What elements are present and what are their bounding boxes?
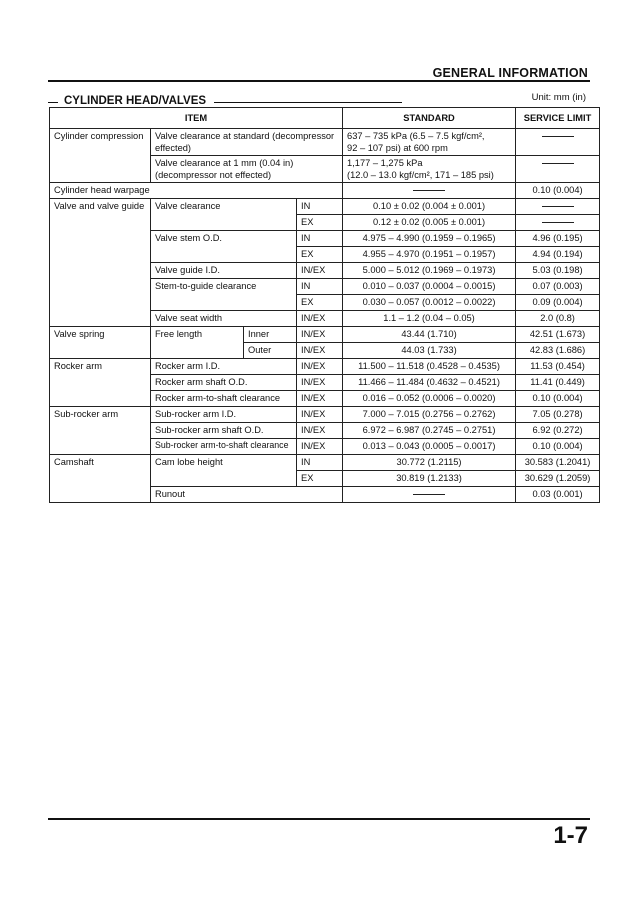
side-cell: IN/EX — [297, 343, 343, 359]
header-rule — [48, 80, 590, 82]
standard-cell: 0.016 – 0.052 (0.0006 – 0.0020) — [343, 391, 516, 407]
side-cell: IN — [297, 279, 343, 295]
item-cell: Free length — [151, 327, 244, 359]
side-cell: IN/EX — [297, 391, 343, 407]
unit-note: Unit: mm (in) — [531, 92, 586, 103]
standard-cell: 0.12 ± 0.02 (0.005 ± 0.001) — [343, 215, 516, 231]
standard-line: (12.0 – 13.0 kgf/cm², 171 – 185 psi) — [347, 170, 494, 180]
limit-cell: 0.09 (0.004) — [516, 295, 600, 311]
side-cell: EX — [297, 295, 343, 311]
item-cell: Rocker arm-to-shaft clearance — [151, 391, 297, 407]
item-cell: Stem-to-guide clearance — [151, 279, 297, 311]
table-row — [50, 199, 600, 215]
column-service-limit: SERVICE LIMIT — [516, 108, 600, 129]
side-cell: IN/EX — [297, 311, 343, 327]
limit-cell: 42.51 (1.673) — [516, 327, 600, 343]
side-cell: IN/EX — [297, 263, 343, 279]
item-cell: Valve stem O.D. — [151, 231, 297, 263]
item-cell: Rocker arm I.D. — [151, 359, 297, 375]
table-row — [50, 183, 600, 199]
column-item: ITEM — [50, 108, 343, 129]
group-label: Cylinder compression — [50, 129, 151, 183]
limit-cell: 2.0 (0.8) — [516, 311, 600, 327]
item-cell: Rocker arm shaft O.D. — [151, 375, 297, 391]
item-cell: Runout — [151, 487, 343, 503]
item-cell: Sub-rocker arm-to-shaft clearance — [151, 439, 297, 455]
limit-cell: 5.03 (0.198) — [516, 263, 600, 279]
standard-cell: 1.1 – 1.2 (0.04 – 0.05) — [343, 311, 516, 327]
standard-line: 637 – 735 kPa (6.5 – 7.5 kgf/cm², — [347, 131, 485, 141]
standard-cell — [343, 487, 516, 503]
standard-cell: 0.10 ± 0.02 (0.004 ± 0.001) — [343, 199, 516, 215]
item-cell: Cylinder head warpage — [50, 183, 343, 199]
standard-cell: 30.819 (1.2133) — [343, 471, 516, 487]
item-cell: Valve guide I.D. — [151, 263, 297, 279]
column-standard: STANDARD — [343, 108, 516, 129]
limit-cell: 0.07 (0.003) — [516, 279, 600, 295]
standard-cell — [343, 129, 516, 156]
limit-cell — [516, 199, 600, 215]
limit-cell: 6.92 (0.272) — [516, 423, 600, 439]
standard-cell: 4.975 – 4.990 (0.1959 – 0.1965) — [343, 231, 516, 247]
standard-cell: 11.500 – 11.518 (0.4528 – 0.4535) — [343, 359, 516, 375]
table-row — [50, 359, 600, 375]
table-header-row — [50, 108, 600, 129]
group-label: Camshaft — [50, 455, 151, 503]
side-cell: IN/EX — [297, 407, 343, 423]
limit-cell: 0.03 (0.001) — [516, 487, 600, 503]
standard-cell: 0.013 – 0.043 (0.0005 – 0.0017) — [343, 439, 516, 455]
item-cell: Sub-rocker arm I.D. — [151, 407, 297, 423]
side-cell: IN — [297, 199, 343, 215]
dash-mark — [413, 190, 445, 191]
item-cell: Valve clearance at standard (decompressor effected) — [151, 129, 343, 156]
table-row — [50, 407, 600, 423]
limit-cell: 0.10 (0.004) — [516, 391, 600, 407]
standard-cell — [343, 183, 516, 199]
standard-cell: 0.010 – 0.037 (0.0004 – 0.0015) — [343, 279, 516, 295]
standard-line: 92 – 107 psi) at 600 rpm — [347, 143, 448, 153]
side-cell: EX — [297, 471, 343, 487]
spec-table — [49, 107, 600, 503]
limit-cell: 11.53 (0.454) — [516, 359, 600, 375]
side-cell: IN — [297, 455, 343, 471]
header-title: GENERAL INFORMATION — [432, 66, 588, 80]
sub-item-cell: Outer — [244, 343, 297, 359]
section-rule-left — [48, 102, 58, 103]
limit-cell: 7.05 (0.278) — [516, 407, 600, 423]
page-number: 1-7 — [553, 822, 588, 849]
side-cell: IN/EX — [297, 439, 343, 455]
sub-item-cell: Inner — [244, 327, 297, 343]
table-row — [50, 327, 600, 343]
group-label: Valve and valve guide — [50, 199, 151, 327]
standard-cell: 44.03 (1.733) — [343, 343, 516, 359]
dash-mark — [413, 494, 445, 495]
limit-cell: 42.83 (1.686) — [516, 343, 600, 359]
limit-cell: 4.94 (0.194) — [516, 247, 600, 263]
side-cell: EX — [297, 215, 343, 231]
limit-cell: 4.96 (0.195) — [516, 231, 600, 247]
group-label: Sub-rocker arm — [50, 407, 151, 455]
section-title: CYLINDER HEAD/VALVES — [64, 95, 207, 107]
side-cell: IN — [297, 231, 343, 247]
dash-mark — [542, 163, 574, 164]
limit-cell: 30.583 (1.2041) — [516, 455, 600, 471]
footer-rule — [48, 818, 590, 820]
side-cell: EX — [297, 247, 343, 263]
item-cell: Valve seat width — [151, 311, 297, 327]
side-cell: IN/EX — [297, 423, 343, 439]
limit-cell: 30.629 (1.2059) — [516, 471, 600, 487]
standard-cell: 6.972 – 6.987 (0.2745 – 0.2751) — [343, 423, 516, 439]
limit-cell: 11.41 (0.449) — [516, 375, 600, 391]
side-cell: IN/EX — [297, 327, 343, 343]
dash-mark — [542, 136, 574, 137]
standard-cell: 30.772 (1.2115) — [343, 455, 516, 471]
side-cell: IN/EX — [297, 375, 343, 391]
item-cell: Valve clearance — [151, 199, 297, 231]
standard-line: 1,177 – 1,275 kPa — [347, 158, 423, 168]
standard-cell — [343, 156, 516, 183]
table-row — [50, 455, 600, 471]
standard-cell: 43.44 (1.710) — [343, 327, 516, 343]
item-cell: Sub-rocker arm shaft O.D. — [151, 423, 297, 439]
standard-cell: 0.030 – 0.057 (0.0012 – 0.0022) — [343, 295, 516, 311]
limit-cell — [516, 156, 600, 183]
side-cell: IN/EX — [297, 359, 343, 375]
standard-cell: 5.000 – 5.012 (0.1969 – 0.1973) — [343, 263, 516, 279]
limit-cell: 0.10 (0.004) — [516, 183, 600, 199]
item-cell: Valve clearance at 1 mm (0.04 in) (decompressor not effected) — [151, 156, 343, 183]
table-row — [50, 129, 600, 156]
standard-cell: 7.000 – 7.015 (0.2756 – 0.2762) — [343, 407, 516, 423]
item-cell: Cam lobe height — [151, 455, 297, 487]
group-label: Rocker arm — [50, 359, 151, 407]
dash-mark — [542, 206, 574, 207]
standard-cell: 11.466 – 11.484 (0.4632 – 0.4521) — [343, 375, 516, 391]
limit-cell — [516, 129, 600, 156]
group-label: Valve spring — [50, 327, 151, 359]
limit-cell — [516, 215, 600, 231]
dash-mark — [542, 222, 574, 223]
section-rule-right — [214, 102, 402, 103]
limit-cell: 0.10 (0.004) — [516, 439, 600, 455]
standard-cell: 4.955 – 4.970 (0.1951 – 0.1957) — [343, 247, 516, 263]
